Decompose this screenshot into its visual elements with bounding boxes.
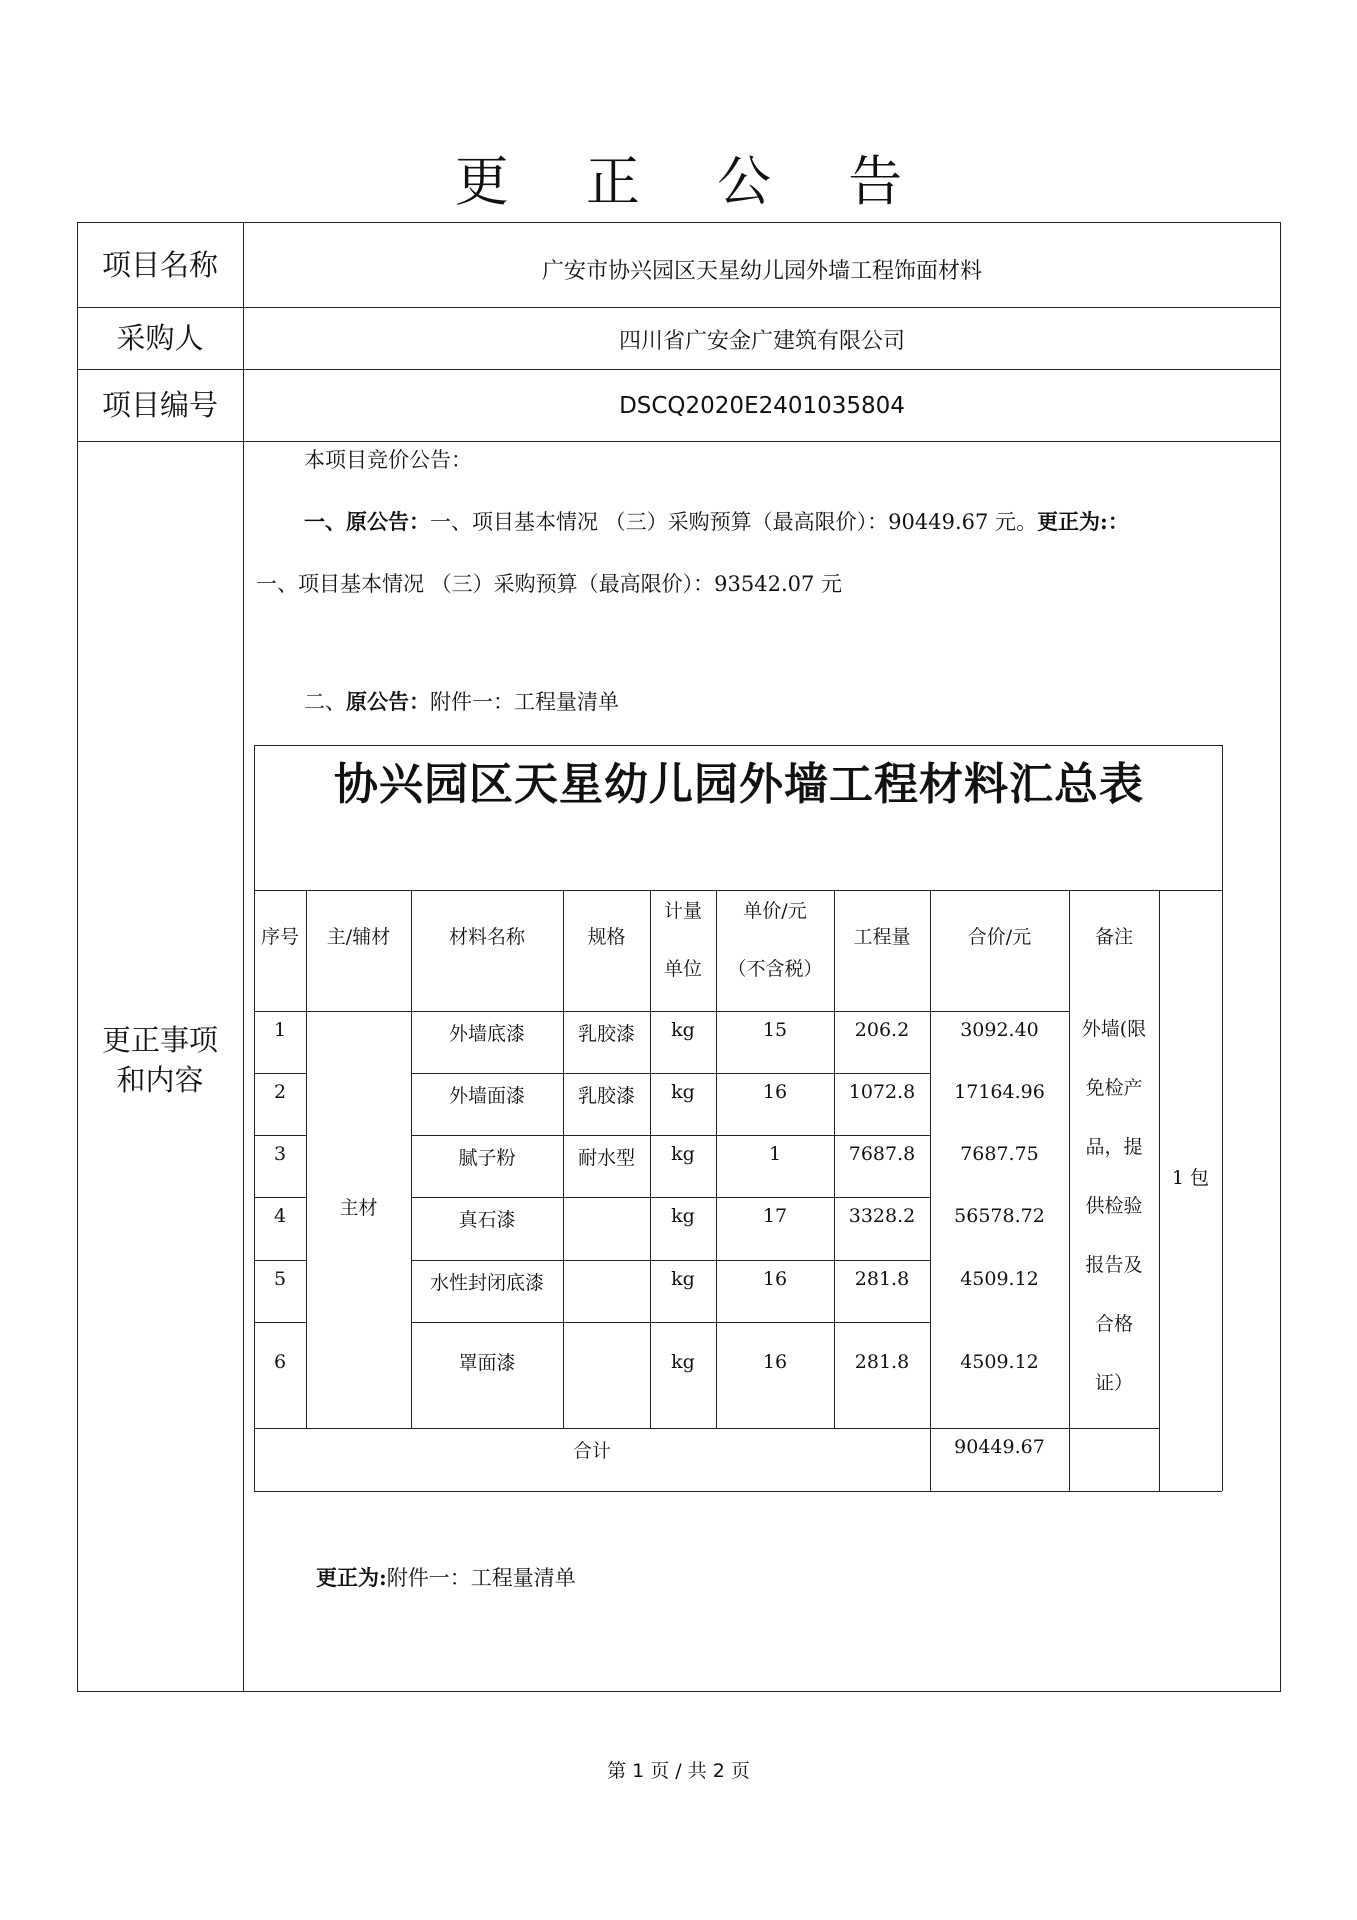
- buyer-value: 四川省广安金广建筑有限公司: [618, 328, 905, 354]
- row-name: 外墙底漆: [448, 1023, 525, 1045]
- row-qty: 3328.2: [848, 1205, 916, 1227]
- row-name: 真石漆: [458, 1209, 516, 1231]
- row-spec: 乳胶漆: [577, 1085, 635, 1107]
- row-total: 17164.96: [954, 1081, 1045, 1103]
- row-seq: 2: [273, 1081, 287, 1103]
- row-total: 4509.12: [960, 1268, 1039, 1290]
- material-type-main: 主材: [339, 1196, 378, 1219]
- row-qty: 281.8: [854, 1268, 910, 1290]
- row-seq: 4: [273, 1205, 287, 1227]
- remark-line: 合格: [1094, 1313, 1133, 1335]
- header-price-2: （不含税）: [727, 957, 823, 980]
- row-divider: [77, 369, 1281, 370]
- row-unit: kg: [671, 1019, 695, 1041]
- row-seq: 1: [273, 1019, 287, 1041]
- row-seq: 5: [273, 1268, 287, 1290]
- table-border: [254, 890, 1222, 891]
- header-spec: 规格: [587, 925, 626, 948]
- header-type: 主/辅材: [326, 925, 391, 948]
- corrected-label-2: 更正为:: [316, 1565, 387, 1590]
- side-note: 1 包: [1171, 1166, 1210, 1189]
- row-divider: [77, 441, 1281, 442]
- header-unit-2: 单位: [663, 957, 702, 980]
- correction-paragraph-1: [304, 506, 1129, 536]
- project-number-label: 项目编号: [101, 388, 218, 422]
- row-qty: 206.2: [854, 1019, 910, 1041]
- corrected-attachment-text: 附件一：工程量清单: [386, 1566, 576, 1590]
- material-table-title: 协兴园区天星幼儿园外墙工程材料汇总表: [334, 759, 1144, 810]
- row-price: 16: [762, 1268, 788, 1290]
- row-unit: kg: [671, 1351, 695, 1373]
- row-total: 3092.40: [960, 1019, 1039, 1041]
- row-total: 4509.12: [960, 1351, 1039, 1373]
- remark-text: [1069, 1000, 1159, 1413]
- header-seq: 序号: [260, 925, 299, 948]
- row-spec: [563, 1322, 650, 1400]
- row-unit: kg: [671, 1205, 695, 1227]
- row-qty: 7687.8: [848, 1143, 916, 1165]
- row-name: 外墙面漆: [448, 1085, 525, 1107]
- header-remark: 备注: [1094, 925, 1133, 948]
- remark-line: 外墙(限: [1081, 1018, 1147, 1040]
- row-price: 16: [762, 1081, 788, 1103]
- buyer-label: 采购人: [116, 321, 204, 355]
- header-total: 合价/元: [967, 925, 1032, 948]
- header-price-1: 单价/元: [743, 899, 807, 922]
- row-name: 腻子粉: [458, 1147, 516, 1169]
- page-title: 更 正 公 告: [454, 150, 933, 213]
- correction-label-line1: 更正事项: [101, 1023, 218, 1057]
- item-number: 二、: [304, 690, 346, 714]
- header-name: 材料名称: [448, 925, 525, 948]
- table-border: [254, 745, 1222, 746]
- correction-paragraph-3: [316, 1562, 576, 1592]
- row-spec: [563, 1197, 650, 1259]
- remark-line: 品，提: [1085, 1136, 1143, 1158]
- row-price: 16: [762, 1351, 788, 1373]
- corrected-text: 一、项目基本情况 （三）采购预算（最高限价）：93542.07 元: [256, 572, 843, 596]
- corrected-label: 更正为:：: [1037, 509, 1129, 534]
- row-price: 1: [768, 1143, 782, 1165]
- remark-line: 供检验: [1085, 1195, 1143, 1217]
- remark-line: 报告及: [1085, 1254, 1143, 1276]
- header-qty: 工程量: [853, 925, 911, 948]
- original-text: 一、项目基本情况 （三）采购预算（最高限价）：90449.67 元。: [430, 510, 1038, 534]
- correction-content-label: [77, 1010, 243, 1110]
- row-spec: 耐水型: [577, 1147, 635, 1169]
- row-spec: 乳胶漆: [577, 1023, 635, 1045]
- sum-value: 90449.67: [954, 1436, 1045, 1458]
- row-qty: 1072.8: [848, 1081, 916, 1103]
- original-label-2: 原公告：: [346, 689, 430, 714]
- remark-line: 证）: [1094, 1372, 1133, 1394]
- remark-line: 免检产: [1085, 1077, 1143, 1099]
- row-spec: [563, 1260, 650, 1322]
- row-price: 17: [762, 1205, 788, 1227]
- label-column-divider: [243, 222, 244, 1692]
- row-total: 7687.75: [960, 1143, 1039, 1165]
- correction-label-line2: 和内容: [116, 1063, 204, 1097]
- row-name: 水性封闭底漆: [429, 1272, 544, 1294]
- project-name-label: 项目名称: [101, 247, 218, 282]
- row-divider: [77, 307, 1281, 308]
- row-unit: kg: [671, 1143, 695, 1165]
- page-number: 第 1 页 / 共 2 页: [607, 1760, 750, 1782]
- row-unit: kg: [671, 1081, 695, 1103]
- intro-text: 本项目竞价公告：: [304, 448, 472, 472]
- sum-label: 合计: [572, 1440, 611, 1462]
- project-name-value: 广安市协兴园区天星幼儿园外墙工程饰面材料: [541, 258, 982, 284]
- row-name: 罩面漆: [458, 1351, 516, 1374]
- row-qty: 281.8: [854, 1351, 910, 1373]
- correction-paragraph-2: [304, 686, 619, 716]
- row-seq: 6: [273, 1351, 287, 1373]
- row-price: 15: [762, 1019, 788, 1041]
- row-seq: 3: [273, 1143, 287, 1165]
- original-label: 一、原公告：: [304, 509, 430, 534]
- table-border: [254, 1491, 1222, 1492]
- row-total: 56578.72: [954, 1205, 1045, 1227]
- table-border: [1222, 745, 1223, 1491]
- header-unit-1: 计量: [663, 899, 702, 922]
- row-unit: kg: [671, 1268, 695, 1290]
- project-number-value: DSCQ2020E2401035804: [619, 393, 905, 419]
- original-attachment-text: 附件一：工程量清单: [430, 690, 619, 714]
